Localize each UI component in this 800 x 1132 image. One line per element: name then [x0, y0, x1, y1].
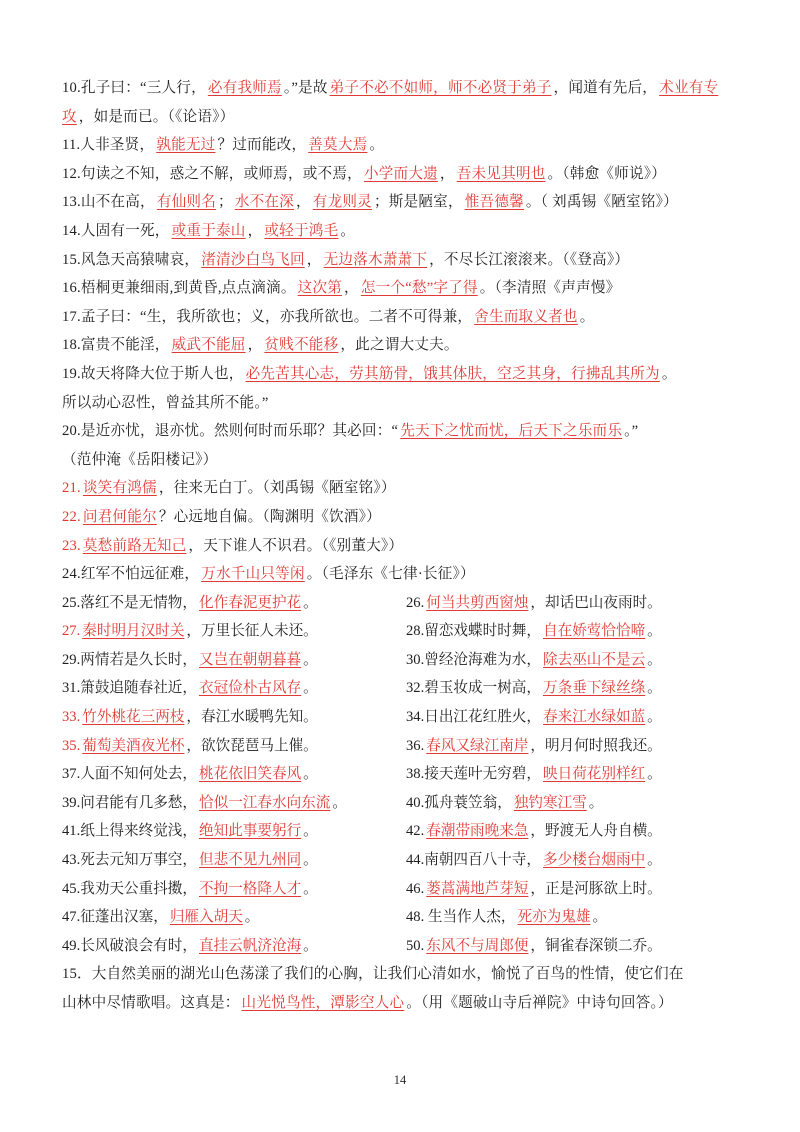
question-text: 19.故天将降大位于斯人也， [62, 365, 244, 382]
question-text: ，正是河豚欲上时。 [530, 880, 662, 897]
question-text: ；斯是陋室， [373, 194, 463, 211]
exercise-item [62, 217, 738, 246]
exercise-item [62, 274, 738, 303]
question-text: 。 [647, 852, 662, 869]
question-text: ？心远地自偏。（陶渊明《饮酒》） [158, 508, 381, 525]
answer-blank-text[interactable]: 恰似一江春水向东流 [199, 794, 331, 811]
exercise-item [400, 732, 738, 761]
question-text: ，如是而已。（《论语》） [78, 108, 235, 125]
question-text: 所以动心忍性，曾益其所不能。” [62, 394, 269, 411]
question-text: 。 [588, 794, 604, 811]
question-text: 46. [406, 880, 425, 897]
exercise-row [62, 646, 738, 675]
question-text: 。 [244, 909, 260, 926]
exercise-item [62, 503, 738, 532]
question-text: 20.是近亦忧，退亦忧。然则何时而乐耶？其必回：“ [62, 423, 399, 440]
answer-blank-text[interactable]: 有仙则名 [156, 194, 216, 211]
exercise-list [62, 74, 738, 1018]
exercise-item [62, 589, 400, 618]
exercise-row [62, 674, 738, 703]
question-text: 17.孟子曰：“生，我所欲也；义，亦我所欲也。二者不可得兼， [62, 308, 473, 325]
question-text: 。 [303, 594, 318, 611]
answer-blank-text[interactable]: 术业有专攻 [62, 80, 719, 125]
answer-blank-text[interactable]: 又岂在朝朝暮暮 [199, 651, 302, 668]
question-text: ， [306, 251, 322, 268]
question-text: 49.长风破浪会有时， [62, 937, 197, 954]
exercise-item [400, 903, 738, 932]
answer-blank-text[interactable]: 春来江水绿如蓝 [543, 709, 646, 726]
question-text: 41.纸上得来终觉浅， [62, 823, 197, 840]
answer-blank-text[interactable]: 春潮带雨晚来急 [426, 823, 529, 840]
question-text: ， [295, 194, 311, 211]
question-text: 。”是故 [283, 80, 328, 96]
exercise-item [400, 674, 738, 703]
answer-blank-text[interactable]: 直挂云帆济沧海 [199, 937, 302, 954]
exercise-item [400, 789, 738, 818]
exercise-item [62, 903, 400, 932]
answer-blank-text[interactable]: 但悲不见九州同 [199, 852, 302, 869]
answer-blank-text[interactable]: 有龙则灵 [312, 194, 372, 211]
exercise-row [62, 589, 738, 618]
answer-blank-text[interactable]: 归雁入胡天 [169, 909, 243, 926]
question-text: 。（李清照《声声慢》 [479, 280, 621, 297]
question-text: 。 [647, 623, 662, 640]
exercise-item [62, 389, 738, 418]
answer-blank-text[interactable]: 吾未见其明也 [456, 165, 546, 182]
question-text: ，欲饮琵琶马上催。 [186, 737, 318, 754]
exercise-item [62, 532, 738, 561]
question-text: 。 [303, 880, 318, 897]
question-text: 44.南朝四百八十寺， [406, 852, 541, 869]
question-text: 。 [303, 766, 318, 783]
exercise-item [62, 674, 400, 703]
exercise-item [62, 617, 400, 646]
answer-blank-text[interactable]: 这次第 [297, 280, 343, 297]
answer-blank-text[interactable]: 化作春泥更护花 [199, 594, 302, 611]
exercise-item [62, 303, 738, 332]
answer-blank-text[interactable]: 威武不能屈 [171, 337, 246, 354]
answer-blank-text[interactable]: 多少楼台烟雨中 [543, 852, 646, 869]
exercise-item [62, 560, 738, 589]
answer-blank-text[interactable]: 衣冠俭朴古风存 [199, 680, 302, 697]
exercise-item [400, 617, 738, 646]
answer-blank-text[interactable]: 绝知此事要躬行 [199, 823, 302, 840]
answer-blank-text[interactable]: 蒌蒿满地芦芽短 [426, 880, 529, 897]
exercise-item [62, 131, 738, 160]
exercise-item [62, 646, 400, 675]
answer-blank-text[interactable]: 东风不与周郎便 [426, 937, 529, 954]
question-text: 。 [369, 137, 385, 154]
answer-blank-text[interactable]: 山光悦鸟性，潭影空人心 [241, 995, 405, 1011]
answer-blank-text[interactable]: 映日荷花别样红 [543, 766, 646, 783]
question-text: 33. [62, 709, 81, 726]
question-text: 27. [62, 623, 81, 640]
exercise-row [62, 617, 738, 646]
question-text: 50. [406, 937, 425, 954]
answer-blank-text[interactable]: 死亦为鬼雄 [517, 909, 591, 926]
answer-blank-text[interactable]: 渚清沙白鸟飞回 [201, 251, 305, 268]
question-text: （范仲淹《岳阳楼记》） [62, 451, 218, 468]
answer-blank-text[interactable]: 不拘一格降人才 [199, 880, 302, 897]
question-text: 26. [406, 594, 425, 611]
question-text: 18.富贵不能淫， [62, 337, 170, 354]
question-text: 42. [406, 823, 425, 840]
question-text: 28.留恋戏蝶时时舞， [406, 623, 541, 640]
answer-blank-text[interactable]: 自在娇莺恰恰啼 [543, 623, 646, 640]
answer-blank-text[interactable]: 除去巫山不是云 [543, 651, 646, 668]
question-text: 。 [647, 651, 662, 668]
answer-blank-text[interactable]: 弟子不必不如师，师不必贤于弟子 [329, 80, 552, 96]
answer-blank-text[interactable]: 无边落木萧萧下 [323, 251, 428, 268]
exercise-row [62, 903, 738, 932]
question-text: 45.我劝天公重抖擞， [62, 880, 197, 897]
question-text: 。 [303, 852, 318, 869]
question-text: 40.孤舟蓑笠翁， [406, 794, 512, 811]
exercise-item [400, 932, 738, 961]
exercise-item [400, 846, 738, 875]
answer-blank-text[interactable]: 问君何能尔 [82, 508, 157, 525]
question-text: 。 [303, 651, 318, 668]
question-text: 12.句读之不知，惑之不解，或师焉，或不焉， [62, 165, 362, 182]
answer-blank-text[interactable]: 小学而大遗 [363, 165, 438, 182]
exercise-item [400, 817, 738, 846]
exercise-item [400, 875, 738, 904]
exercise-item [62, 932, 400, 961]
question-text: 。 [340, 222, 356, 239]
exercise-item [62, 188, 738, 217]
exercise-item [62, 703, 400, 732]
answer-blank-text[interactable]: 惟吾德馨 [464, 194, 524, 211]
answer-blank-text[interactable]: 莫愁前路无知己 [82, 537, 187, 554]
question-text: 。 [579, 308, 595, 325]
question-text: 39.问君能有几多愁， [62, 794, 197, 811]
question-text: 35. [62, 737, 81, 754]
answer-blank-text[interactable]: 必有我师焉 [207, 80, 282, 96]
answer-blank-text[interactable]: 谈笑有鸿儒 [82, 480, 157, 497]
answer-blank-text[interactable]: 水不在深 [234, 194, 294, 211]
question-text: 。（毛泽东《七律·长征》） [306, 566, 475, 583]
exercise-item [62, 960, 738, 989]
question-text: 。 [303, 680, 318, 697]
question-text: ； [218, 194, 233, 211]
question-text: 山林中尽情歌唱。这真是： [62, 995, 240, 1011]
question-text: 32.碧玉妆成一树高， [406, 680, 541, 697]
answer-blank-text[interactable]: 葡萄美酒夜光杯 [82, 737, 185, 754]
question-text: ，铜雀春深锁二乔。 [530, 937, 662, 954]
question-text: 24.红军不怕远征难， [62, 566, 200, 583]
question-text: ，春江水暖鸭先知。 [186, 709, 318, 726]
exercise-item [62, 789, 400, 818]
question-text: 31.箫鼓追随春社近， [62, 680, 197, 697]
answer-blank-text[interactable]: 桃花依旧笑春风 [199, 766, 302, 783]
exercise-row [62, 932, 738, 961]
answer-blank-text[interactable]: 万条垂下绿丝绦 [543, 680, 646, 697]
exercise-row [62, 846, 738, 875]
question-text: 14.人固有一死， [62, 222, 170, 239]
question-text: 29.两情若是久长时， [62, 651, 197, 668]
exercise-item [400, 589, 738, 618]
exercise-item [62, 246, 738, 275]
page-number: 14 [393, 1073, 407, 1087]
answer-blank-text[interactable]: 何当共剪西窗烛 [426, 594, 529, 611]
question-text: 38.接天莲叶无穷碧， [406, 766, 541, 783]
question-text: 47.征蓬出汉塞， [62, 909, 168, 926]
question-text: 15．大自然美丽的湖光山色荡漾了我们的心胸，让我们心清如水，愉悦了百鸟的性情，使它们在 [62, 966, 684, 983]
exercise-row [62, 760, 738, 789]
exercise-row [62, 875, 738, 904]
question-text: ，却话巴山夜雨时。 [530, 594, 662, 611]
exercise-item [62, 74, 738, 131]
answer-blank-text[interactable]: 善莫大焉 [308, 137, 368, 154]
question-text: 25.落红不是无情物， [62, 594, 197, 611]
question-text: 48. 生当作人杰， [406, 909, 516, 926]
question-text: 34.日出江花红胜火， [406, 709, 541, 726]
exercise-row [62, 732, 738, 761]
question-text: ， [439, 165, 455, 182]
answer-blank-text[interactable]: 秦时明月汉时关 [82, 623, 185, 640]
exercise-item [62, 760, 400, 789]
question-text: ，往来无白丁。（刘禹锡《陋室铭》） [158, 480, 396, 497]
question-text: ， [247, 337, 263, 354]
question-text: ，万里长征人未还。 [186, 623, 318, 640]
exercise-row [62, 817, 738, 846]
question-text: ？过而能改， [217, 137, 307, 154]
exercise-item [62, 732, 400, 761]
answer-blank-text[interactable]: 竹外桃花三两枝 [82, 709, 185, 726]
exercise-item [62, 875, 400, 904]
exercise-row [62, 789, 738, 818]
exercise-item [62, 446, 738, 475]
question-text: 37.人面不知何处去， [62, 766, 197, 783]
answer-blank-text[interactable]: 独钓寒江雪 [513, 794, 587, 811]
answer-blank-text[interactable]: 春风又绿江南岸 [426, 737, 529, 754]
question-text: 22. [62, 508, 81, 525]
question-text: 。（韩愈《师说》） [547, 165, 667, 182]
answer-blank-text[interactable]: 必先苦其心志，劳其筋骨，饿其体肤，空乏其身，行拂乱其所为 [245, 365, 660, 382]
question-text: 23. [62, 537, 81, 554]
question-text: 。（ 刘禹锡《陋室铭》） [525, 194, 678, 211]
question-text: 。 [647, 709, 662, 726]
question-text: ，野渡无人舟自横。 [530, 823, 662, 840]
question-text: 。 [661, 365, 677, 382]
question-text: 。 [647, 680, 662, 697]
question-text: 16.梧桐更兼细雨,到黄昏,点点滴滴。 [62, 280, 296, 297]
answer-blank-text[interactable]: 怎一个“愁”字了得 [360, 280, 478, 297]
exercise-item [62, 417, 738, 446]
question-text: ，不尽长江滚滚来。（《登高》） [429, 251, 630, 268]
question-text: 。 [303, 937, 318, 954]
answer-blank-text[interactable]: 舍生而取义者也 [474, 308, 578, 325]
question-text: 。” [624, 423, 639, 440]
question-text: 15.风急天高猿啸哀， [62, 251, 200, 268]
answer-blank-text[interactable]: 孰能无过 [156, 137, 216, 154]
answer-blank-text[interactable]: 先天下之忧而忧，后天下之乐而乐 [400, 423, 623, 440]
exercise-item [400, 703, 738, 732]
question-text: 。（用《题破山寺后禅院》中诗句回答。） [406, 995, 673, 1011]
question-text: 。 [592, 909, 608, 926]
answer-blank-text[interactable]: 万水千山只等闲 [201, 566, 305, 583]
exercise-item [62, 160, 738, 189]
answer-blank-text[interactable]: 贫贱不能移 [264, 337, 339, 354]
exercise-item [400, 760, 738, 789]
exercise-item [62, 989, 738, 1018]
exercise-item [62, 331, 738, 360]
question-text: 。 [303, 823, 318, 840]
exercise-item [62, 846, 400, 875]
question-text: ，此之谓大丈夫。 [340, 337, 459, 354]
exercise-item [62, 474, 738, 503]
question-text: ， [344, 280, 359, 297]
question-text: ， [247, 222, 263, 239]
question-text: 10.孔子曰：“三人行， [62, 80, 206, 96]
exercise-item [62, 360, 738, 389]
question-text: 43.死去元知万事空， [62, 852, 197, 869]
answer-blank-text[interactable]: 或轻于鸿毛 [264, 222, 339, 239]
exercise-row [62, 703, 738, 732]
question-text: ，明月何时照我还。 [530, 737, 662, 754]
question-text: ，闻道有先后， [553, 80, 658, 96]
question-text: 13.山不在高， [62, 194, 155, 211]
question-text: 30.曾经沧海难为水， [406, 651, 541, 668]
question-text: 。 [647, 766, 662, 783]
question-text: 21. [62, 480, 81, 497]
exercise-item [400, 646, 738, 675]
question-text: 。 [332, 794, 347, 811]
question-text: 11.人非圣贤， [62, 137, 155, 154]
answer-blank-text[interactable]: 或重于泰山 [171, 222, 246, 239]
question-text: 36. [406, 737, 425, 754]
question-text: ，天下谁人不识君。（《别董大》） [188, 537, 404, 554]
exercise-item [62, 817, 400, 846]
